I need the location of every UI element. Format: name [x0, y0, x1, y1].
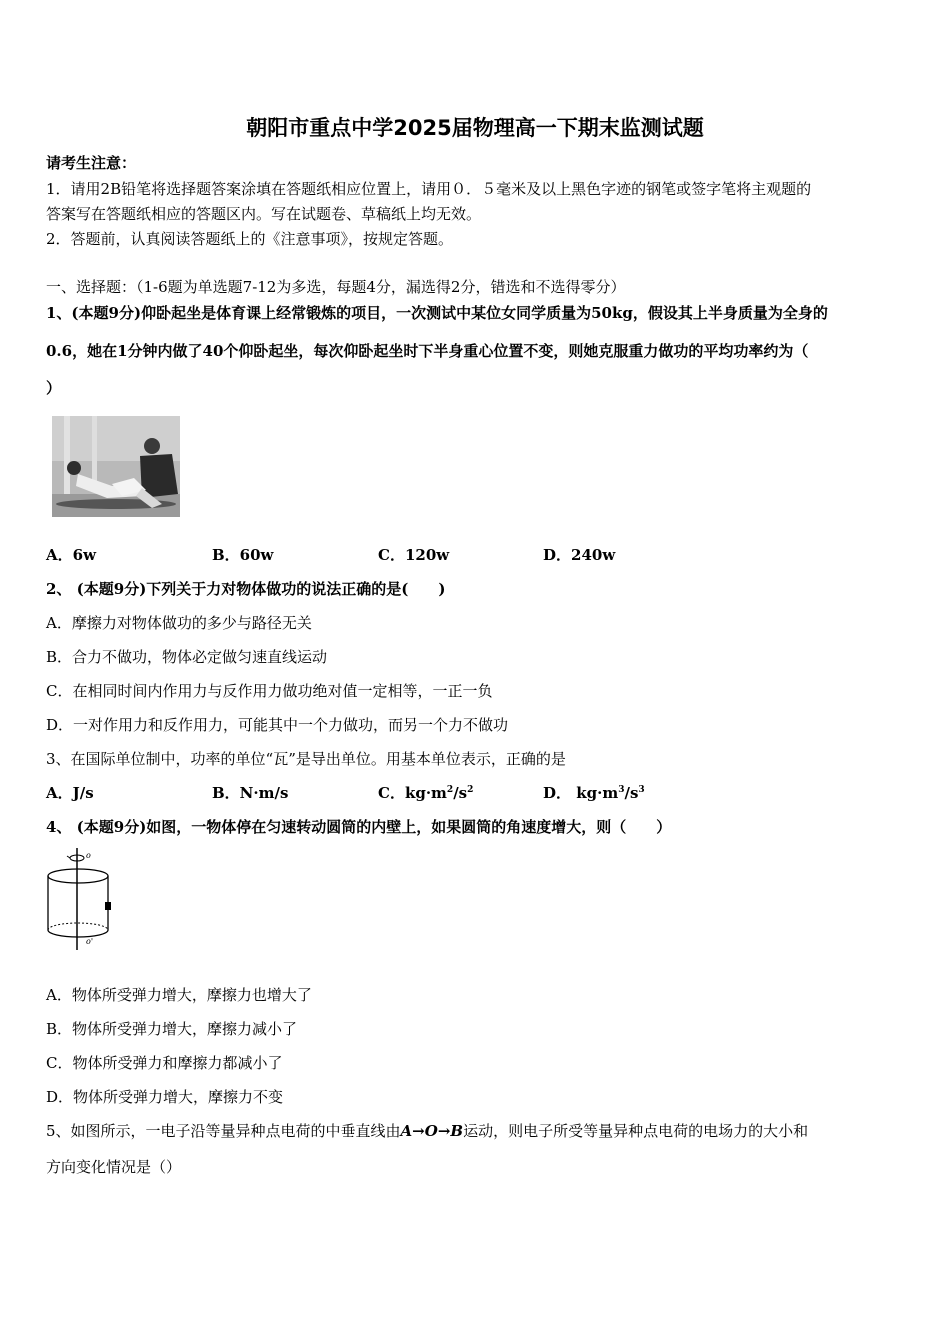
q2-option-a: A．摩擦力对物体做功的多少与路径无关: [46, 614, 312, 632]
rotating-cylinder-figure: [44, 846, 116, 952]
q3-stem: 3、在国际单位制中，功率的单位“瓦”是导出单位。用基本单位表示，正确的是: [46, 750, 566, 768]
q1-option-a: A．6w: [46, 546, 96, 564]
q4-option-c: C．物体所受弹力和摩擦力都减小了: [46, 1054, 283, 1072]
q2-option-b: B．合力不做功，物体必定做匀速直线运动: [46, 648, 328, 666]
q3-option-c: C．$kg\cdot m^2/s^2$: [378, 784, 474, 802]
q2-option-c: C．在相同时间内作用力与反作用力做功绝对值一定相等，一正一负: [46, 682, 493, 700]
q1-option-d: D．240w: [543, 546, 616, 564]
q4-option-b: B．物体所受弹力增大，摩擦力减小了: [46, 1020, 298, 1038]
q1-option-c: C．120w: [378, 546, 450, 564]
notice-line-1b: 答案写在答题纸相应的答题区内。写在试题卷、草稿纸上均无效。: [46, 205, 482, 223]
q2-option-d: D．一对作用力和反作用力，可能其中一个力做功，而另一个力不做功: [46, 716, 509, 734]
situp-photo: [52, 416, 180, 517]
q1-line-1: 1、(本题9分)仰卧起坐是体育课上经常锻炼的项目，一次测试中某位女同学质量为50kg，假设其上半身质量为全身的: [46, 304, 828, 322]
q4-stem: 4、 (本题9分)如图，一物体停在匀速转动圆筒的内壁上，如果圆筒的角速度增大，则（ ）: [46, 818, 672, 836]
notice-line-1a: 1．请用2B铅笔将选择题答案涂填在答题纸相应位置上，请用０．５毫米及以上黑色字迹的钢笔或签字笔将主观题的: [46, 180, 812, 198]
q5-line-2: 方向变化情况是（）: [46, 1158, 182, 1176]
q3-option-a: A．J/s: [46, 784, 94, 802]
q4-option-d: D．物体所受弹力增大，摩擦力不变: [46, 1088, 284, 1106]
q5-line-1: 5、如图所示，一电子沿等量异种点电荷的中垂直线由A→O→B运动，则电子所受等量异种点电荷的电场力的大小和: [46, 1122, 809, 1140]
q4-option-a: A．物体所受弹力增大，摩擦力也增大了: [46, 986, 312, 1004]
axis-label-bottom: o': [86, 937, 94, 946]
notice-line-2: 2．答题前，认真阅读答题纸上的《注意事项》，按规定答题。: [46, 230, 454, 248]
section-heading: 一、选择题：（1-6题为单选题7-12为多选，每题4分，漏选得2分，错选和不选得零分）: [46, 278, 626, 296]
page-title: 朝阳市重点中学2025届物理高一下期末监测试题: [246, 116, 704, 140]
q1-line-2: 0.6，她在1分钟内做了40个仰卧起坐，每次仰卧起坐时下半身重心位置不变，则她克服重力做功的平均功率约为（: [46, 342, 809, 360]
q3-option-d: D． $kg\cdot m^3/s^3$: [543, 784, 645, 802]
axis-label-top: o: [86, 851, 91, 860]
q1-line-3: ）: [46, 379, 62, 397]
q3-option-b: B．N·m/s: [212, 784, 289, 802]
q1-option-b: B．60w: [212, 546, 274, 564]
q2-stem: 2、 (本题9分)下列关于力对物体做功的说法正确的是( ): [46, 580, 446, 598]
notice-heading: 请考生注意：: [46, 154, 137, 172]
